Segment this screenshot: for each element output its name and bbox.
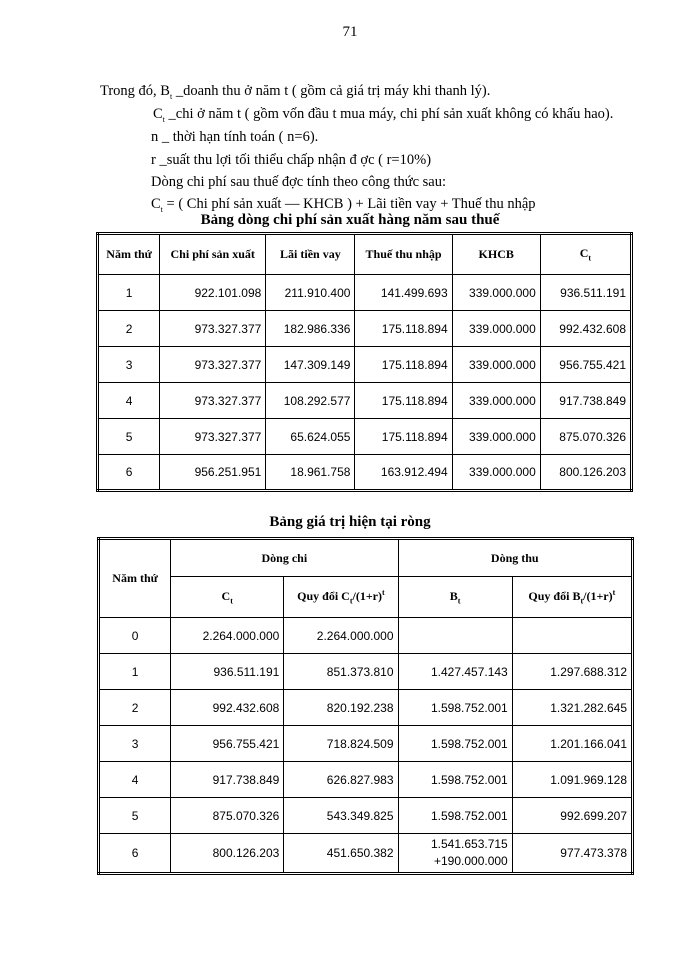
table-row xyxy=(98,383,632,419)
table1-header-cost: Chi phí sản xuất xyxy=(160,234,266,275)
table-cell: 956.755.421 xyxy=(171,726,284,762)
table2-subheader-row xyxy=(99,577,633,618)
table-cell: 3 xyxy=(98,347,160,383)
table-cell: 18.961.758 xyxy=(266,455,355,491)
table-cell: 936.511.191 xyxy=(540,275,631,311)
table-cell: 0 xyxy=(99,618,171,654)
table-cell: 5 xyxy=(99,798,171,834)
definition-r: r _suất thu lợi tối thiểu chấp nhận đ ợc ( r=10%) xyxy=(151,152,432,168)
table-cell: 956.755.421 xyxy=(540,347,631,383)
table-annual-costs xyxy=(96,232,633,492)
table-cell-line: 1.541.653.715 xyxy=(430,837,508,851)
table-cell: 175.118.894 xyxy=(355,347,452,383)
table-cell: 182.986.336 xyxy=(266,311,355,347)
table-cell: 6 xyxy=(99,834,171,874)
table-cell: 973.327.377 xyxy=(160,347,266,383)
table2-caption: Bảng giá trị hiện tại ròng xyxy=(269,514,431,530)
table-cell: 65.624.055 xyxy=(266,419,355,455)
table-cell: 147.309.149 xyxy=(266,347,355,383)
table-cell: 3 xyxy=(99,726,171,762)
table-cell: 973.327.377 xyxy=(160,383,266,419)
table-cell: 917.738.849 xyxy=(171,762,284,798)
table2-header-ct: $C_t$ xyxy=(171,577,284,618)
table-cell xyxy=(512,618,632,654)
table-cell: 977.473.378 xyxy=(512,834,632,874)
table-row xyxy=(98,275,632,311)
table-cell: 851.373.810 xyxy=(284,654,398,690)
table-cell: 800.126.203 xyxy=(540,455,631,491)
table-cell: 922.101.098 xyxy=(160,275,266,311)
table-cell: 108.292.577 xyxy=(266,383,355,419)
table-cell: 6 xyxy=(98,455,160,491)
table-cell: 1 xyxy=(98,275,160,311)
table-cell xyxy=(398,618,512,654)
table-cell: 1.598.752.001 xyxy=(398,762,512,798)
table-cell: 1.321.282.645 xyxy=(512,690,632,726)
table-cell: 175.118.894 xyxy=(355,419,452,455)
table-cell: 2.264.000.000 xyxy=(171,618,284,654)
table-row xyxy=(98,311,632,347)
table-row xyxy=(98,455,632,491)
table-cell: 339.000.000 xyxy=(452,311,540,347)
table-cell: 175.118.894 xyxy=(355,383,452,419)
table-cell: 339.000.000 xyxy=(452,455,540,491)
table-row xyxy=(99,654,633,690)
table1-header-year: Năm thứ xyxy=(98,234,160,275)
table-cell: 211.910.400 xyxy=(266,275,355,311)
table-cell: 163.912.494 xyxy=(355,455,452,491)
table-row xyxy=(99,618,633,654)
table1-header-khcb: KHCB xyxy=(452,234,540,275)
table-cell: 917.738.849 xyxy=(540,383,631,419)
table-cell: 820.192.238 xyxy=(284,690,398,726)
table-cell: 175.118.894 xyxy=(355,311,452,347)
table-row xyxy=(99,726,633,762)
definition-ct: $C_t$ _chi ở năm t ( gồm vốn đầu t mua máy, chi phí sản xuất không có khấu hao). xyxy=(153,106,614,124)
page-number: 71 xyxy=(342,24,358,40)
table-row xyxy=(99,762,633,798)
table2-header-outflow: Dòng chi xyxy=(171,539,398,577)
table-row xyxy=(99,690,633,726)
table-cell: 626.827.983 xyxy=(284,762,398,798)
table-cell: 1.598.752.001 xyxy=(398,690,512,726)
table-cell: 339.000.000 xyxy=(452,419,540,455)
table-cell: 451.650.382 xyxy=(284,834,398,874)
table2-header-discounted-bt: Quy đổi $B_t/(1+r)^t$ xyxy=(512,577,632,618)
table-cell: 543.349.825 xyxy=(284,798,398,834)
table-cell-line: +190.000.000 xyxy=(433,854,508,868)
table-cell: 2.264.000.000 xyxy=(284,618,398,654)
table-cell: 1.598.752.001 xyxy=(398,798,512,834)
table-cell: 1.598.752.001 xyxy=(398,726,512,762)
table1-caption: Bảng dòng chi phí sản xuất hàng năm sau thuế xyxy=(200,212,500,228)
table-cell: 1.091.969.128 xyxy=(512,762,632,798)
definition-n: n _ thời hạn tính toán ( n=6). xyxy=(151,129,319,145)
table-cell: 936.511.191 xyxy=(171,654,284,690)
table-cell: 2 xyxy=(99,690,171,726)
table2-header-discounted-ct: Quy đổi $C_t/(1+r)^t$ xyxy=(284,577,398,618)
table-cell: 339.000.000 xyxy=(452,275,540,311)
table1-header-interest: Lãi tiền vay xyxy=(266,234,355,275)
table-cell: 141.499.693 xyxy=(355,275,452,311)
table-cell: 1.427.457.143 xyxy=(398,654,512,690)
table-row xyxy=(98,419,632,455)
formula-intro: Dòng chi phí sau thuế đợc tính theo công thức sau: xyxy=(151,174,446,190)
table-cell: 339.000.000 xyxy=(452,347,540,383)
table-cell: 973.327.377 xyxy=(160,419,266,455)
table-cell xyxy=(398,834,512,874)
table-cell: 2 xyxy=(98,311,160,347)
definition-bt: Trong đó, $B_t$ _doanh thu ở năm t ( gồm cả giá trị máy khi thanh lý). xyxy=(100,83,491,101)
table1-header-ct: $C_t$ xyxy=(540,234,631,275)
table-cell: 1 xyxy=(99,654,171,690)
table-cell: 875.070.326 xyxy=(540,419,631,455)
table-cell: 1.297.688.312 xyxy=(512,654,632,690)
table-row xyxy=(99,834,633,874)
table-cell: 4 xyxy=(98,383,160,419)
table-cell: 973.327.377 xyxy=(160,311,266,347)
table2-header-bt: $B_t$ xyxy=(398,577,512,618)
formula-ct: $C_t$ = ( Chi phí sản xuất — KHCB ) + Lãi tiền vay + Thuế thu nhập xyxy=(151,196,536,214)
table1-header-tax: Thuế thu nhập xyxy=(355,234,452,275)
table2-header-inflow: Dòng thu xyxy=(398,539,632,577)
table2-header-row xyxy=(99,539,633,577)
table2-header-year: Năm thứ xyxy=(99,539,171,618)
table-cell: 992.699.207 xyxy=(512,798,632,834)
table-cell: 339.000.000 xyxy=(452,383,540,419)
table-row xyxy=(98,347,632,383)
table1-header-row xyxy=(98,234,632,275)
table-cell: 718.824.509 xyxy=(284,726,398,762)
table-cell: 4 xyxy=(99,762,171,798)
table-cell: 1.201.166.041 xyxy=(512,726,632,762)
table-cell: 5 xyxy=(98,419,160,455)
table-cell: 992.432.608 xyxy=(171,690,284,726)
table-cell: 956.251.951 xyxy=(160,455,266,491)
table-cell: 992.432.608 xyxy=(540,311,631,347)
table-cell: 875.070.326 xyxy=(171,798,284,834)
table-row xyxy=(99,798,633,834)
table-npv xyxy=(97,537,634,875)
table-cell: 800.126.203 xyxy=(171,834,284,874)
